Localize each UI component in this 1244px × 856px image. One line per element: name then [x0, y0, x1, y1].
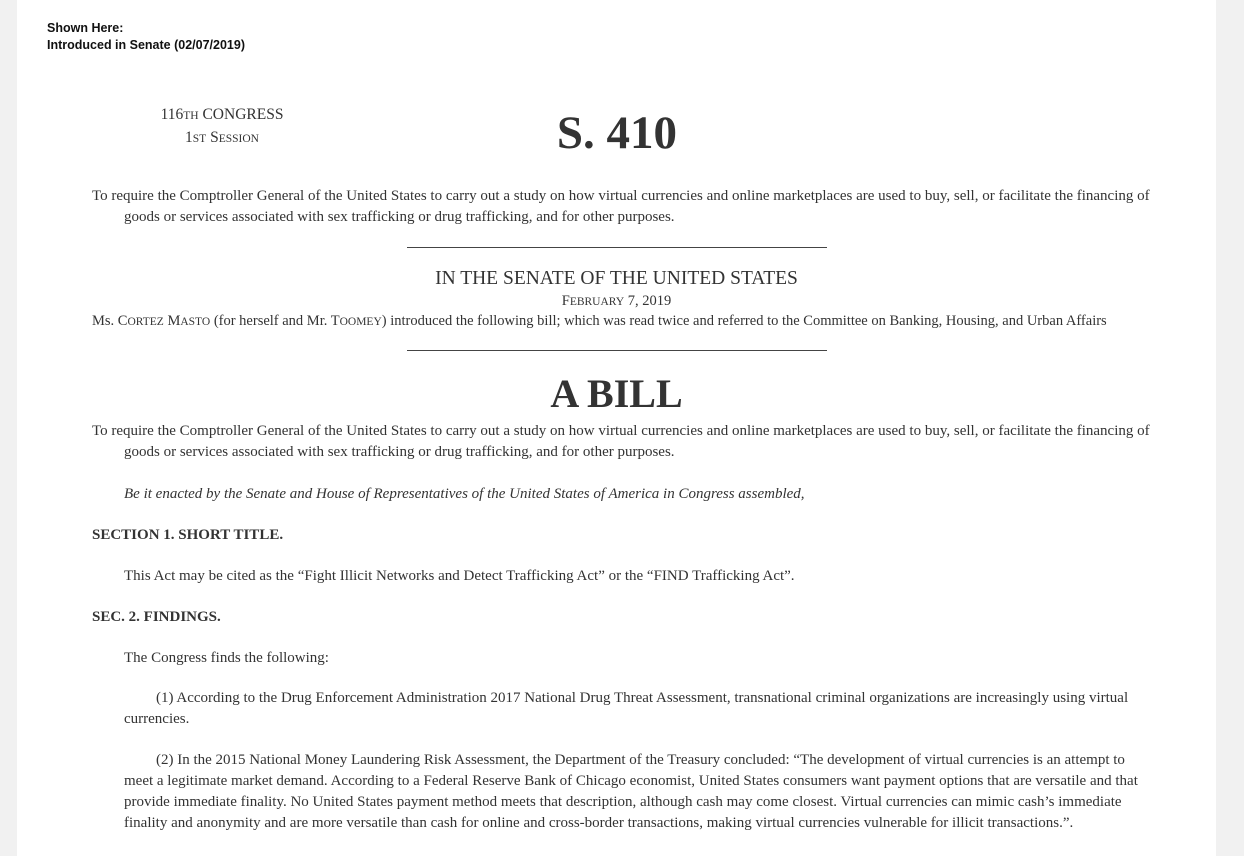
session-line	[137, 127, 307, 150]
intro-prefix: Ms.	[92, 313, 118, 329]
enacting-clause: Be it enacted by the Senate and House of Representatives of the United States of America in Congress assembled,	[124, 486, 805, 502]
bill-document-page	[17, 0, 1216, 856]
version-info	[47, 20, 245, 54]
bill-purpose-top: To require the Comptroller General of the United States to carry out a study on how virtual currencies and online marketplaces are used to buy, sell, or facilitate the financing of goods or services associated with sex trafficking or drug trafficking, and for other purposes.	[92, 188, 1150, 225]
congress-ordinal-suffix: TH	[183, 110, 199, 122]
congress-line	[137, 104, 307, 127]
shown-here-label: Shown Here:	[47, 21, 124, 35]
finding-2: (2) In the 2015 National Money Laundering Risk Assessment, the Department of the Treasury concluded: “The development of virtual currencies is an attempt to meet a legitimate market demand. According to a Federal Reserve Bank of Chicago economist, United States consumers want payment options that are versatile and that provide immediate finality. No United States payment method meets that description, although cash may come closest. Virtual currencies can mimic cash’s immediate finality and anonymity and are more versatile than cash for online and cross-border transactions, making virtual currencies vulnerable for illicit transactions.”.	[124, 752, 1138, 831]
bill-title: A BILL	[550, 371, 683, 416]
section-2-intro: The Congress finds the following:	[124, 650, 329, 666]
divider-rule	[407, 350, 827, 351]
section-1-text: This Act may be cited as the “Fight Illicit Networks and Detect Trafficking Act” or the “FIND Trafficking Act”.	[124, 568, 795, 584]
section-2-heading: SEC. 2. FINDINGS.	[92, 609, 221, 625]
congress-session-block	[137, 104, 307, 150]
session-number: 1	[185, 129, 193, 146]
divider-rule	[407, 247, 827, 248]
session-ordinal-suffix: ST	[192, 133, 207, 145]
bill-number: S. 410	[556, 107, 678, 159]
introduction-statement: Ms. CORTEZ MASTO (for herself and Mr. TOOMEY) introduced the following bill; which was read twice and referred to the Committee on Banking, Housing, and Urban Affairs	[92, 313, 1107, 329]
intro-middle: (for herself and Mr.	[210, 313, 331, 329]
session-word: SESSION	[210, 129, 259, 146]
introduction-date: FEBRUARY 7, 2019	[561, 293, 672, 309]
congress-number: 116	[160, 106, 184, 123]
congress-word: CONGRESS	[202, 106, 284, 123]
bill-purpose-long-title: To require the Comptroller General of the United States to carry out a study on how virtual currencies and online marketplaces are used to buy, sell, or facilitate the financing of goods or services associated with sex trafficking or drug trafficking, and for other purposes.	[92, 423, 1150, 460]
chamber-heading: IN THE SENATE OF THE UNITED STATES	[435, 268, 798, 289]
version-label: Introduced in Senate (02/07/2019)	[47, 38, 245, 52]
section-1-heading: SECTION 1. SHORT TITLE.	[92, 527, 284, 543]
finding-1: (1) According to the Drug Enforcement Administration 2017 National Drug Threat Assessment, transnational criminal organizations are increasingly using virtual currencies.	[124, 690, 1129, 727]
intro-rest: ) introduced the following bill; which was read twice and referred to the Committee on Banking, Housing, and Urban Affairs	[381, 313, 1107, 329]
